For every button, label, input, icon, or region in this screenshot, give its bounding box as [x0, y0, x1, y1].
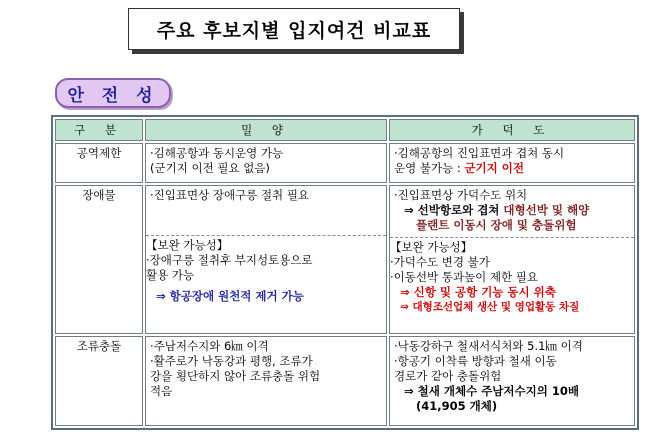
cell-gadeokdo-birdstrike — [389, 336, 635, 426]
table-header-row — [55, 119, 635, 141]
supplement-heading: 【보완 가능성】 — [390, 240, 473, 255]
text-line: ·장애구릉 절취후 부지성토용으로 — [146, 253, 313, 268]
text-line: 적음 — [150, 383, 173, 398]
text-line: 경로가 같아 충돌위험 — [394, 368, 502, 383]
text-line: 강을 횡단하지 않아 조류충돌 위험 — [150, 368, 321, 383]
text-line: ·진입표면상 장애구릉 절취 필요 — [150, 188, 310, 203]
highlight-text: 플랜트 이동시 장애 및 충돌위험 — [416, 218, 577, 233]
text-line: ·항공기 이착륙 방향과 철새 이동 — [394, 353, 557, 368]
cell-gadeokdo-airspace — [389, 143, 635, 183]
highlight-text: ⇒ 대형조선업체 생산 및 영업활동 차질 — [400, 301, 580, 314]
cell-miryang-obstacle — [145, 185, 387, 333]
supplement-section — [390, 237, 634, 315]
table-row-airspace — [55, 143, 635, 183]
text-line: ·진입표면상 가덕수도 위치 — [394, 188, 528, 203]
cell-miryang-birdstrike — [145, 336, 387, 426]
comparison-table — [51, 115, 639, 430]
text-line: ·낙동강하구 철새서식처와 5.1㎞ 이격 — [394, 338, 583, 353]
text-line: 활용 가능 — [146, 268, 195, 283]
cell-gadeokdo-obstacle — [389, 185, 635, 333]
text-line: 운영 불가능 : — [394, 161, 465, 176]
text-line: ·주남저수지와 6㎞ 이격 — [150, 338, 269, 353]
row-label-birdstrike: 조류충돌 — [55, 336, 143, 426]
text-line: ·김해공항과 동시운영 가능 — [150, 146, 284, 161]
row-label-obstacle: 장애물 — [55, 185, 143, 333]
header-category: 구 분 — [55, 119, 143, 141]
text-line: (군기지 이전 필요 없음) — [150, 161, 270, 176]
text-line: ·활주로가 낙동강과 평행, 조류가 — [150, 353, 313, 368]
section-badge-safety: 안 전 성 — [55, 78, 171, 108]
cell-miryang-airspace — [145, 143, 387, 183]
highlight-text: 군기지 이전 — [464, 161, 524, 176]
supplement-heading: 【보완 가능성】 — [146, 238, 229, 253]
highlight-text: 대형선박 및 해양 — [503, 203, 590, 218]
text-line: ·김해공항의 진입표면과 겹쳐 동시 — [394, 146, 565, 161]
row-label-airspace: 공역제한 — [55, 143, 143, 183]
highlight-text: ⇒ 신항 및 공항 기능 동시 위축 — [400, 285, 556, 300]
supplement-section — [146, 235, 386, 304]
text-line: ⇒ 철새 개체수 주남저수지의 10배 — [404, 383, 579, 398]
highlight-text: ⇒ 항공장애 원천적 제거 가능 — [156, 289, 304, 304]
table-row-birdstrike — [55, 336, 635, 426]
text-line: ⇒ 선박항로와 겹쳐 — [404, 203, 504, 218]
text-line: (41,905 개체) — [416, 398, 498, 413]
header-miryang: 밀 양 — [145, 119, 387, 141]
table-row-obstacle — [55, 185, 635, 333]
text-line: ·이동선박 통과높이 제한 필요 — [390, 270, 538, 285]
text-line: ·가덕수도 변경 불가 — [390, 255, 490, 270]
header-gadeokdo: 가 덕 도 — [389, 119, 635, 141]
page-title: 주요 후보지별 입지여건 비교표 — [128, 8, 460, 50]
